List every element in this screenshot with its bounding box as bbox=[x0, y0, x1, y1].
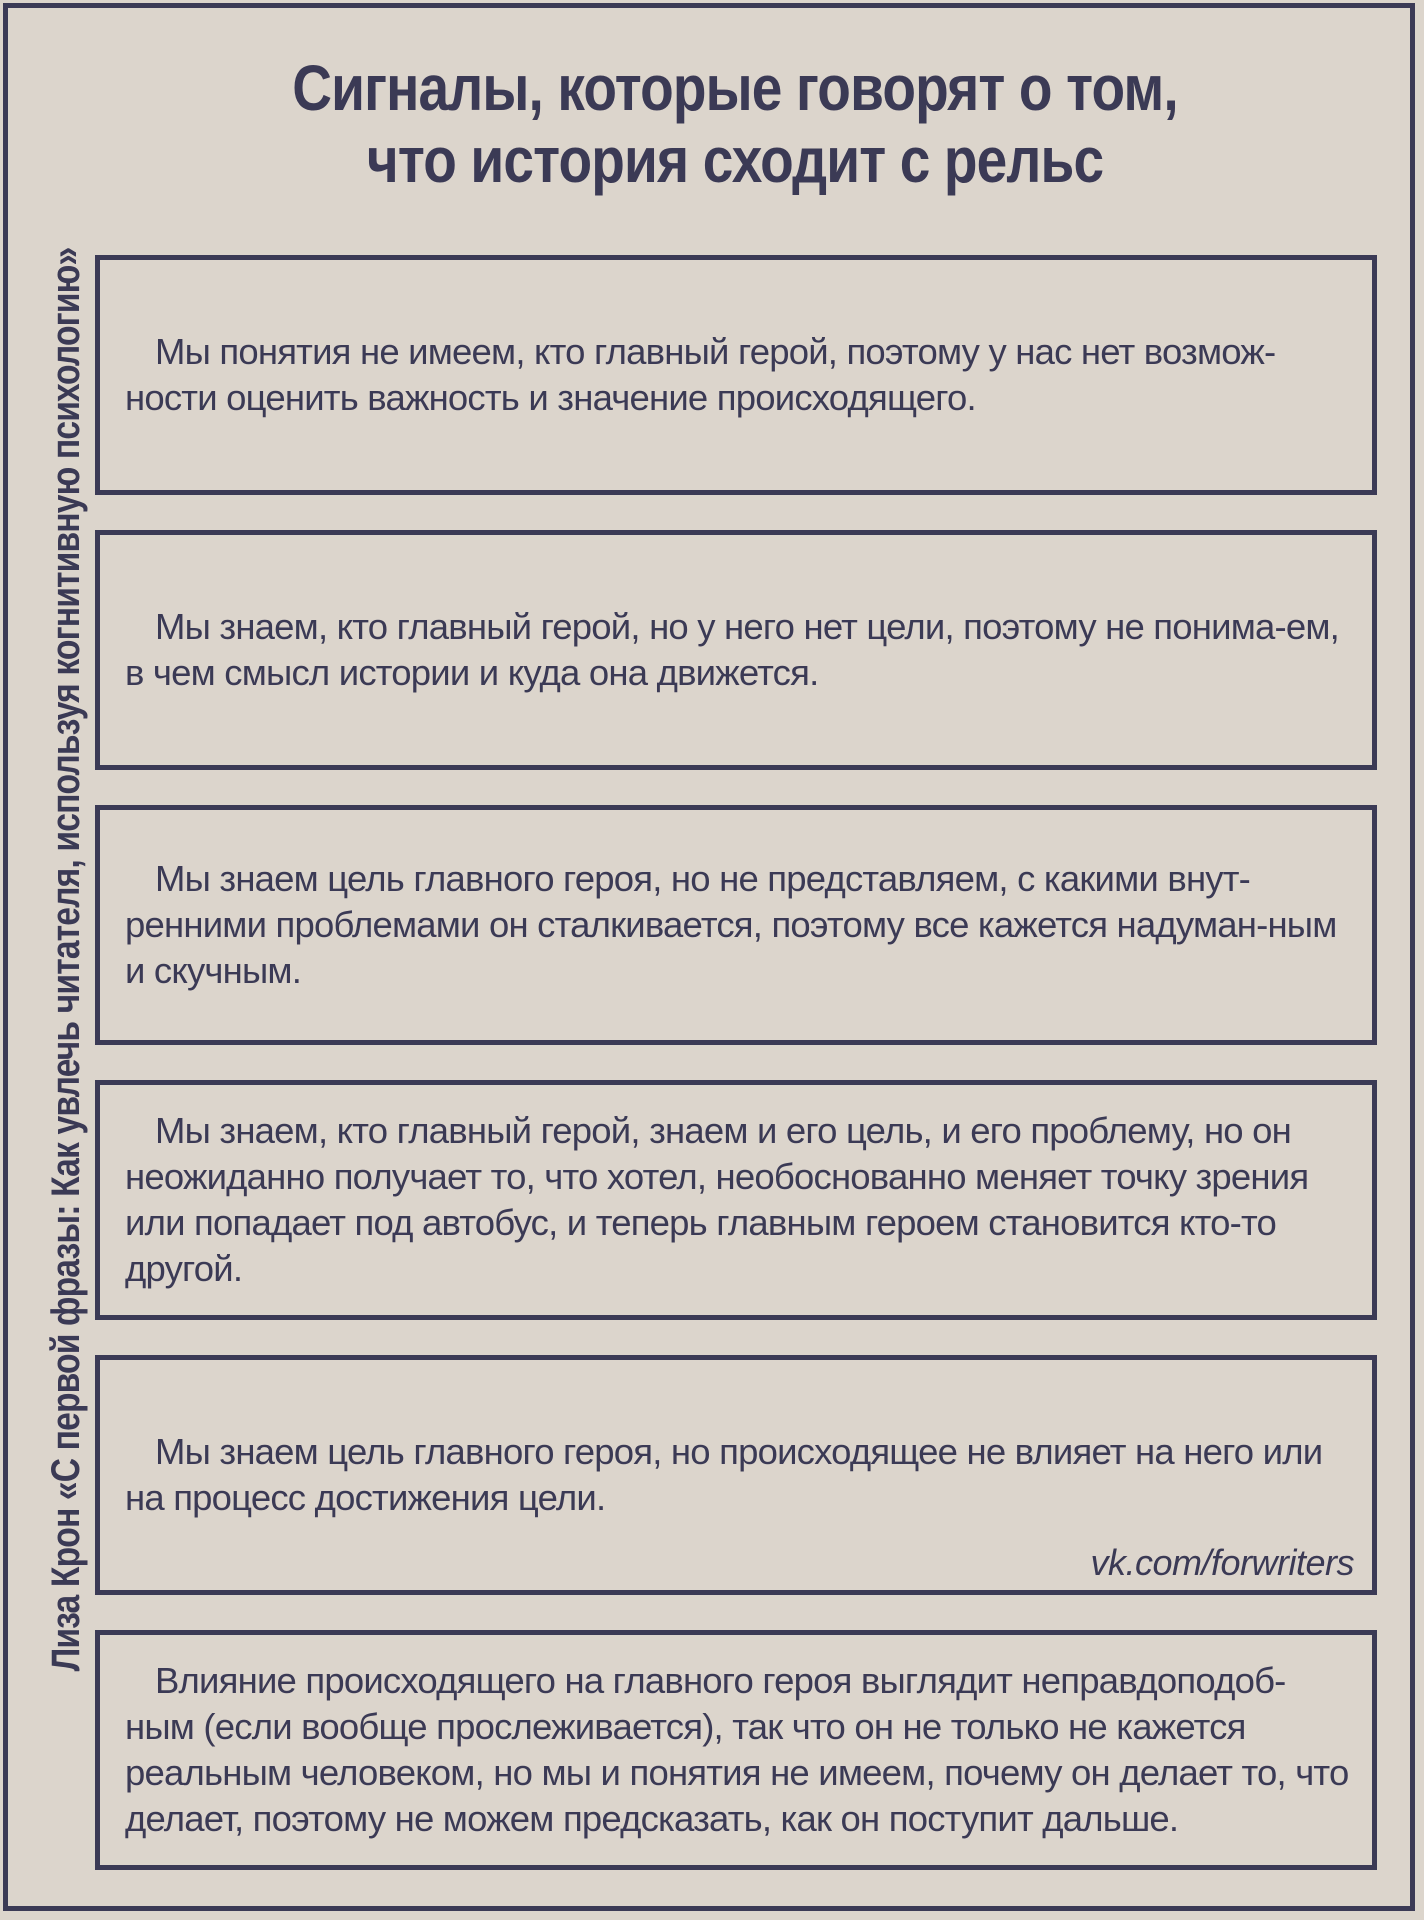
book-citation: Лиза Крон «С первой фразы: Как увлечь читателя, используя когнитивную психологию» bbox=[43, 248, 88, 1672]
signal-text-3: Мы знаем цель главного героя, но не представляем, с какими внут-ренними проблемами он сталкивается, поэтому все кажется надуман-ным и скучным. bbox=[125, 858, 1337, 991]
signal-text-4: Мы знаем, кто главный герой, знаем и его цель, и его проблему, но он неожиданно получает то, что хотел, необоснованно меняет точку зрения или попадает под автобус, и теперь главным героем становится кто-то другой. bbox=[125, 1110, 1309, 1289]
side-caption bbox=[30, 30, 102, 1890]
title-line-1: Сигналы, которые говорят о том, bbox=[292, 52, 1178, 124]
signal-box-1 bbox=[95, 255, 1377, 495]
signal-box-6 bbox=[95, 1630, 1377, 1870]
signal-text-5: Мы знаем цель главного героя, но происходящее не влияет на него или на процесс достижения цели. bbox=[125, 1431, 1323, 1518]
signal-box-4 bbox=[95, 1080, 1377, 1320]
page-title bbox=[130, 52, 1340, 196]
signal-box-2 bbox=[95, 530, 1377, 770]
signal-box-3 bbox=[95, 805, 1377, 1045]
title-line-2: что история сходит с рельс bbox=[366, 124, 1104, 196]
signal-text-2: Мы знаем, кто главный герой, но у него нет цели, поэтому не понима-ем, в чем смысл истории и куда она движется. bbox=[125, 606, 1340, 693]
signal-box-5 bbox=[95, 1355, 1377, 1595]
source-credit: vk.com/forwriters bbox=[1090, 1542, 1354, 1583]
signal-text-6: Влияние происходящего на главного героя выглядит неправдоподоб-ным (если вообще прослеживается), так что он не только не кажется реальным человеком, но мы и понятия не имеем, почему он делает то, что делает, поэтому не можем предсказать, как он поступит дальше. bbox=[125, 1660, 1349, 1839]
signal-text-1: Мы понятия не имеем, кто главный герой, поэтому у нас нет возмож-ности оценить важность и значение происходящего. bbox=[125, 331, 1276, 418]
